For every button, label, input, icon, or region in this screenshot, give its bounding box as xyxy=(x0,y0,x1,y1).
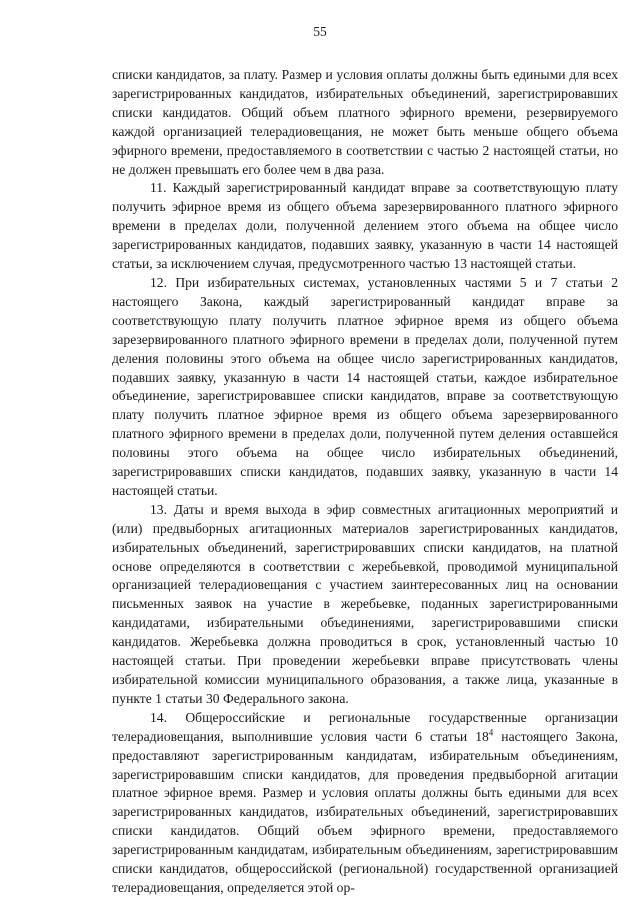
page-number: 55 xyxy=(313,24,327,39)
paragraph-14-superscript: 4 xyxy=(488,727,494,738)
paragraph-11: 11. Каждый зарегистрированный кандидат вправе за соответствующую плату получить эфирное время из общего объема зарезервированного платного эфирного времени в пределах доли, полученной делением этого объема на общее число зарегистрированных кандидатов, подавших заявку, указанную в части 14 настоящей статьи, за исключением случая, предусмотренного частью 13 настоящей статьи. xyxy=(112,180,618,272)
paragraph-continuation: списки кандидатов, за плату. Размер и условия оплаты должны быть едиными для всех зарегистрированных кандидатов, избирательных объединений, зарегистрировавших списки кандидатов. Общий объем платного эфирного времени, резервируемого каждой организацией телерадиовещания, не может быть меньше общего объема эфирного времени, предоставляемого в соответствии с частью 2 настоящей статьи, но не должен превышать его более чем в два раза. xyxy=(112,67,618,177)
paragraph-14-text-before: 14. Общероссийские и региональные государственные организации телерадиовещания, выполнившие условия части 6 статьи 18 xyxy=(112,709,618,744)
paragraph-12: 12. При избирательных системах, установленных частями 5 и 7 статьи 2 настоящего Закона, каждый зарегистрированный кандидат вправе за соответствующую плату получить платное эфирное время из общего объема зарезервированного платного эфирного времени в пределах доли, полученной путем деления половины этого объема на общее число зарегистрированных кандидатов, подавших заявку, указанную в части 14 настоящей статьи, каждое избирательное объединение, зарегистрировавшее списки кандидатов, вправе за соответствующую плату получить платное эфирное время из общего объема зарезервированного платного эфирного времени в пределах доли, полученной путем деления оставшейся половины этого объема на общее число избирательных объединений, зарегистрировавших списки кандидатов, подавших заявку, указанную в части 14 настоящей статьи. xyxy=(112,274,618,498)
paragraph-14-text-after: настоящего Закона, предоставляют зарегистрированным кандидатам, избирательным объединениям, зарегистрировавшим списки кандидатов, для проведения предвыборной агитации платное эфирное время. Размер и условия оплаты должны быть едиными для всех зарегистрированных кандидатов, избирательных объединений, зарегистрировавших списки кандидатов. Общий объем эфирного времени, предоставляемого зарегистрированным кандидатам, избирательным объединениям, зарегистрировавшим списки кандидатов, общероссийской (региональной) государственной организацией телерадиовещания, определяется этой ор- xyxy=(112,728,618,895)
document-body xyxy=(112,66,618,898)
paragraph-14 xyxy=(112,709,618,898)
paragraph-13: 13. Даты и время выхода в эфир совместных агитационных мероприятий и (или) предвыборных агитационных материалов зарегистрированных кандидатов, избирательных объединений, зарегистрировавших списки кандидатов, на платной основе определяются в соответствии с жеребьевкой, проводимой муниципальной организацией телерадиовещания с участием заинтересованных лиц на основании письменных заявок на участие в жеребьевке, поданных зарегистрированными кандидатами, избирательными объединениями, зарегистрировавшими списки кандидатов. Жеребьевка должна проводиться в срок, установленный частью 10 настоящей статьи. При проведении жеребьевки вправе присутствовать члены избирательной комиссии муниципального образования, а также лица, указанные в пункте 1 статьи 30 Федерального закона. xyxy=(112,501,618,706)
